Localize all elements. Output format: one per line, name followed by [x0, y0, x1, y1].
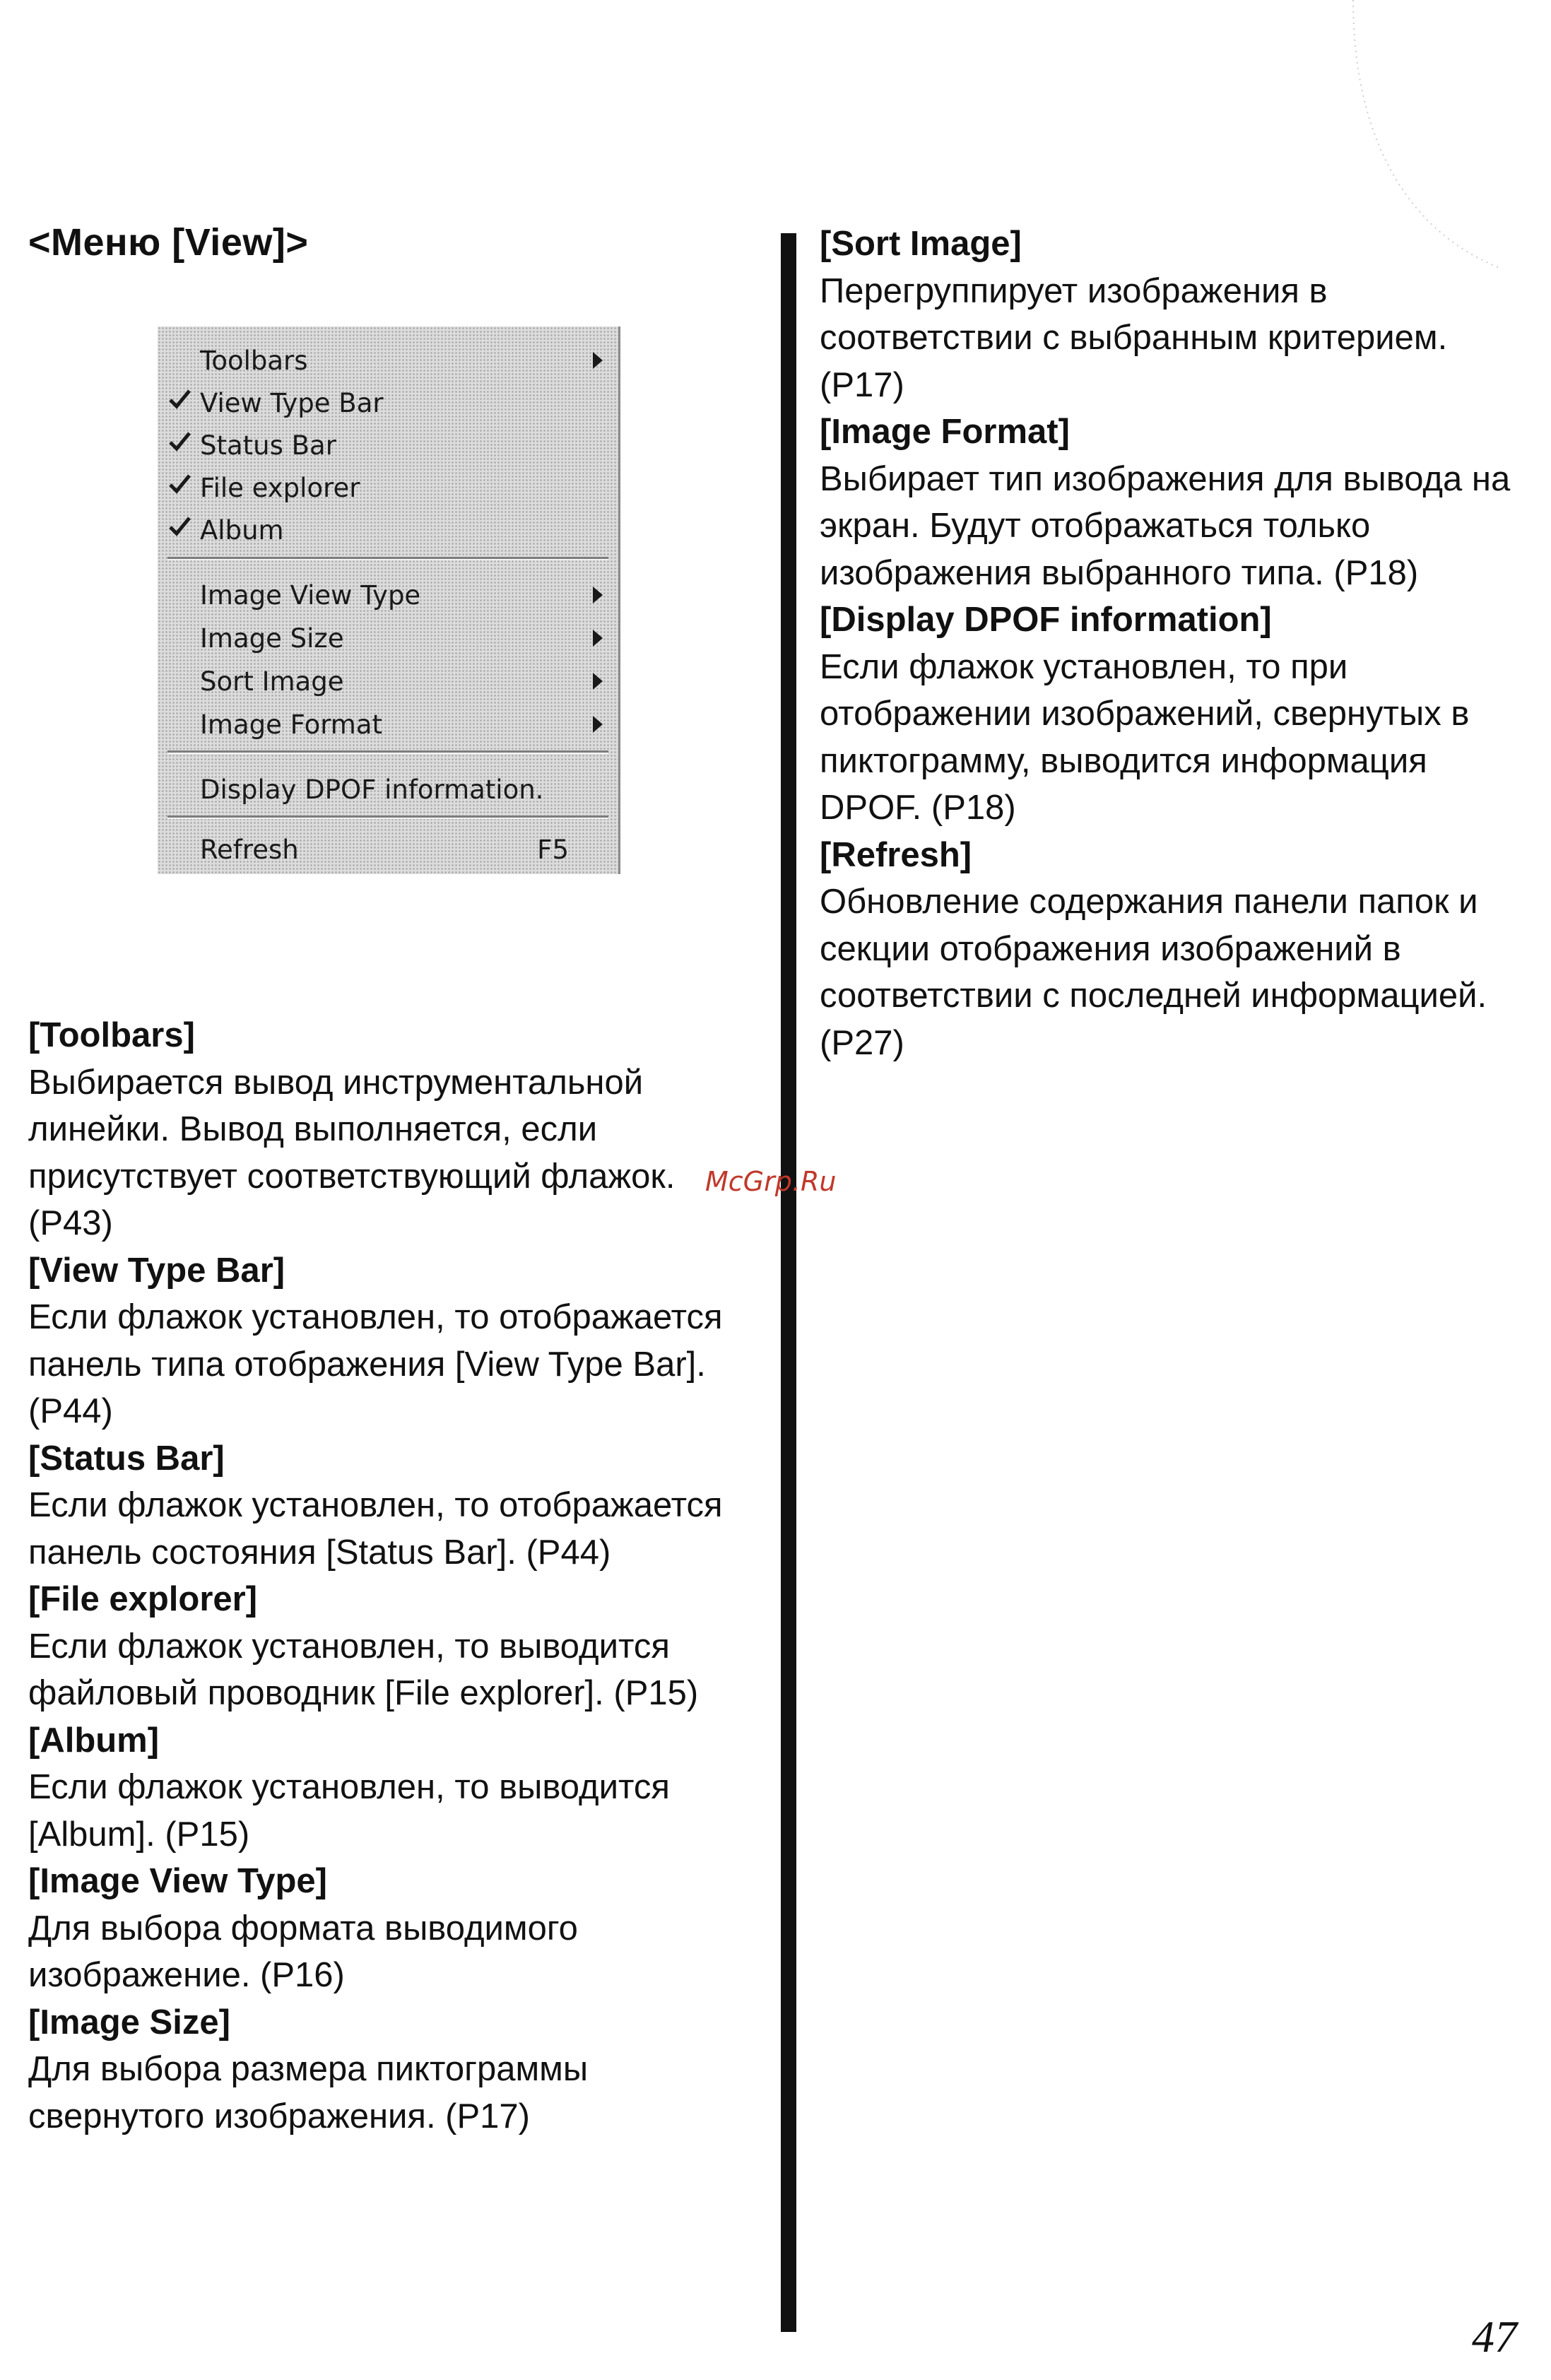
checkmark-icon: [166, 469, 194, 497]
entry-description: Выбирает тип изображения для вывода на экран. Будут отображаться только изображения выбранного типа. (P18): [820, 459, 1511, 592]
checkmark-icon: [166, 427, 194, 455]
entry-description: Если флажок установлен, то выводится файловый проводник [File explorer]. (P15): [28, 1627, 699, 1712]
menu-item-toolbars[interactable]: [158, 341, 618, 382]
entry-description: Для выбора формата выводимого изображение. (P16): [28, 1909, 578, 1994]
menu-item-album[interactable]: [158, 510, 618, 551]
menu-item-image-view-type[interactable]: [158, 575, 618, 616]
submenu-arrow-icon: [593, 352, 603, 369]
submenu-arrow-icon: [593, 587, 603, 603]
entry-term: [Status Bar]: [28, 1439, 225, 1478]
menu-item-label: Image Size: [200, 623, 344, 654]
menu-item-label: Toolbars: [200, 346, 308, 376]
entry-term: [View Type Bar]: [28, 1251, 285, 1290]
entry-toolbars: [28, 1012, 763, 1247]
menu-item-refresh[interactable]: [158, 830, 618, 871]
menu-item-label: Image View Type: [200, 580, 421, 611]
entry-term: [Display DPOF information]: [820, 601, 1272, 639]
submenu-arrow-icon: [593, 673, 603, 690]
scan-artifact-icon: [1325, 0, 1509, 297]
entry-description: Если флажок установлен, то отображается панель состояния [Status Bar]. (P44): [28, 1486, 723, 1572]
menu-item-status-bar[interactable]: [158, 425, 618, 466]
menu-item-label: Image Format: [200, 709, 383, 740]
entry-term: [File explorer]: [28, 1580, 258, 1618]
page-number: 47: [1472, 2311, 1517, 2362]
entry-image-format: [820, 408, 1533, 596]
menu-item-label: View Type Bar: [200, 388, 384, 418]
page-heading: <Меню [View]>: [28, 221, 309, 264]
menu-separator: [167, 557, 608, 560]
checkmark-icon: [166, 512, 194, 540]
menu-item-image-size[interactable]: [158, 618, 618, 659]
entry-status-bar: [28, 1435, 763, 1577]
entry-term: [Sort Image]: [820, 225, 1022, 263]
view-menu: [158, 326, 620, 874]
menu-item-view-type-bar[interactable]: [158, 383, 618, 424]
submenu-arrow-icon: [593, 716, 603, 733]
entry-description: Если флажок установлен, то выводится [Album]. (P15): [28, 1768, 670, 1854]
menu-separator: [167, 750, 608, 754]
menu-item-label: Refresh: [200, 835, 299, 865]
entry-description: Если флажок установлен, то при отображении изображений, свернутых в пиктограмму, выводится информация DPOF. (P18): [820, 647, 1470, 827]
checkmark-icon: [166, 384, 194, 413]
menu-item-label: File explorer: [200, 473, 360, 503]
entry-term: [Refresh]: [820, 835, 972, 874]
menu-separator: [167, 815, 608, 819]
menu-item-sort-image[interactable]: [158, 661, 618, 702]
entry-term: [Image Size]: [28, 2003, 230, 2042]
entry-term: [Album]: [28, 1721, 160, 1760]
entry-view-type-bar: [28, 1247, 763, 1435]
watermark: McGrp.Ru: [705, 1166, 837, 1197]
menu-item-file-explorer[interactable]: [158, 468, 618, 509]
menu-item-label: Display DPOF information.: [200, 774, 544, 805]
menu-item-display-dpof[interactable]: [158, 770, 618, 811]
entry-image-view-type: [28, 1858, 763, 1999]
menu-item-image-format[interactable]: [158, 705, 618, 746]
entry-description: Для выбора размера пиктограммы свернутого изображения. (P17): [28, 2050, 589, 2135]
entry-image-size: [28, 1999, 763, 2140]
menu-item-label: Album: [200, 515, 284, 546]
right-column: [820, 220, 1533, 1066]
entry-term: [Image Format]: [820, 413, 1070, 451]
menu-item-label: Status Bar: [200, 430, 336, 461]
entry-refresh: [820, 832, 1533, 1067]
menu-item-label: Sort Image: [200, 666, 344, 697]
entry-term: [Toolbars]: [28, 1016, 195, 1054]
submenu-arrow-icon: [593, 630, 603, 647]
entry-album: [28, 1717, 763, 1858]
column-divider: [781, 233, 796, 2332]
entry-description: Перегруппирует изображения в соответствии с выбранным критерием. (P17): [820, 271, 1448, 404]
entry-display-dpof: [820, 596, 1533, 832]
entry-file-explorer: [28, 1576, 763, 1717]
entry-term: [Image View Type]: [28, 1862, 327, 1900]
left-column: [28, 1012, 763, 2140]
entry-description: Если флажок установлен, то отображается панель типа отображения [View Type Bar]. (P44): [28, 1298, 723, 1430]
entry-description: Обновление содержания панели папок и секции отображения изображений в соответствии с последней информацией. (P27): [820, 883, 1487, 1062]
menu-item-shortcut: F5: [537, 835, 569, 865]
entry-description: Выбирается вывод инструментальной линейки. Вывод выполняется, если присутствует соответствующий флажок. (P43): [28, 1063, 676, 1242]
